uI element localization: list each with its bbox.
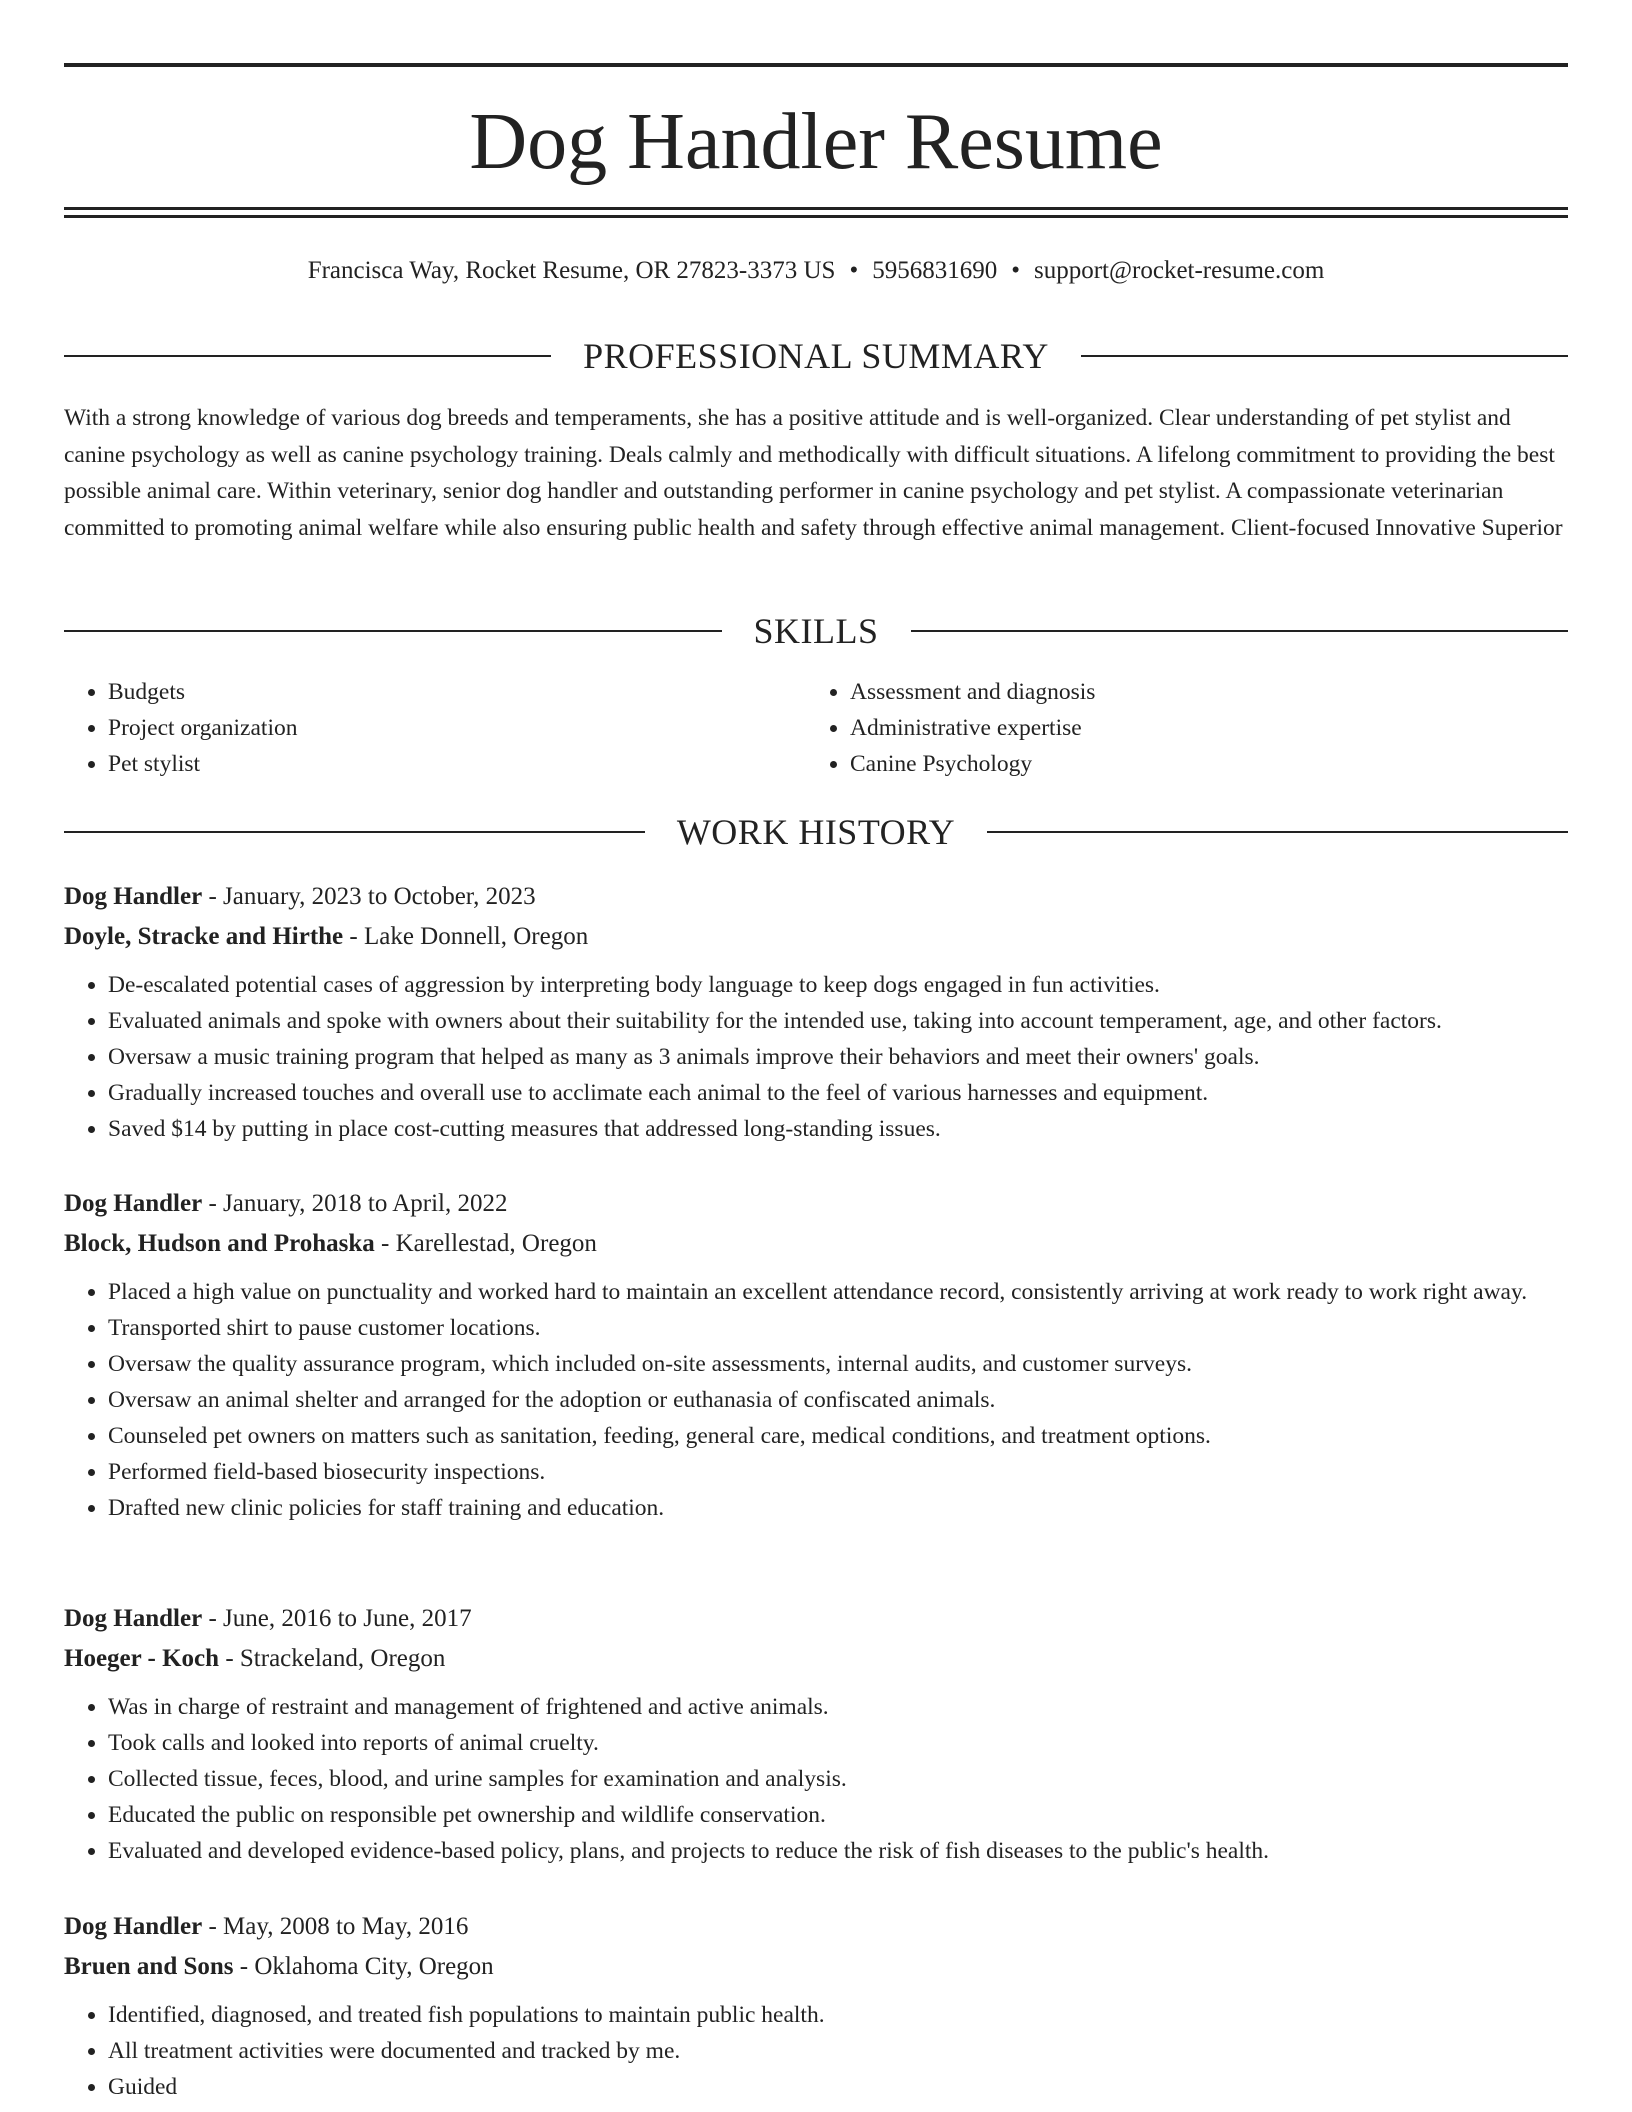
top-rule [64,63,1568,67]
job-bullet: • Performed field-based biosecurity inspections. [108,1454,1568,1490]
skill-item: • Pet stylist [108,746,806,782]
section-header-skills [64,609,1568,653]
job-dates: - January, 2023 to October, 2023 [208,883,536,910]
job-location: - Oklahoma City, Oregon [239,1953,494,1980]
skill-item: • Assessment and diagnosis [850,674,1548,710]
job-bullet: • Saved $14 by putting in place cost-cutting measures that addressed long-standing issues. [108,1111,1568,1147]
section-title: WORK HISTORY [676,812,956,852]
job-entry [64,1907,1568,2105]
job-company: Bruen and Sons [64,1953,234,1980]
job-bullets [64,1997,1568,2105]
job-entry [64,1184,1568,1526]
divider-line [911,630,1569,632]
job-bullet: • Was in charge of restraint and management of frightened and active animals. [108,1689,1568,1725]
job-company-line [64,1224,1568,1264]
job-title: Dog Handler [64,1913,203,1940]
divider-line [987,831,1568,833]
job-location: - Karellestad, Oregon [381,1230,597,1257]
job-dates: - May, 2008 to May, 2016 [208,1913,469,1940]
section-header-work [64,810,1568,854]
skill-item: • Project organization [108,710,806,746]
contact-separator: • [1011,257,1020,284]
job-entry [64,1599,1568,1869]
job-bullet: • Took calls and looked into reports of animal cruelty. [108,1725,1568,1761]
job-bullet: • All treatment activities were documented and tracked by me. [108,2033,1568,2069]
job-dates: - January, 2018 to April, 2022 [208,1190,508,1217]
contact-phone: 5956831690 [872,257,998,284]
job-bullet: • Evaluated and developed evidence-based policy, plans, and projects to reduce the risk of fish diseases to the public's health. [108,1833,1568,1869]
job-bullet: • Drafted new clinic policies for staff training and education. [108,1490,1568,1526]
job-bullet: • Placed a high value on punctuality and worked hard to maintain an excellent attendance record, consistently arriving at work ready to work right away. [108,1274,1568,1310]
skill-item: • Budgets [108,674,806,710]
job-title: Dog Handler [64,1605,203,1632]
job-bullet: • Gradually increased touches and overall use to acclimate each animal to the feel of various harnesses and equipment. [108,1075,1568,1111]
job-bullet: • Identified, diagnosed, and treated fish populations to maintain public health. [108,1997,1568,2033]
resume-title: Dog Handler Resume [469,98,1163,186]
job-location: - Lake Donnell, Oregon [349,923,589,950]
job-title-line [64,877,1568,917]
contact-line [64,254,1568,288]
divider-line [1081,355,1568,357]
job-title: Dog Handler [64,883,203,910]
contact-email: support@rocket-resume.com [1034,257,1325,284]
title-double-rule [64,207,1568,218]
job-company: Block, Hudson and Prohaska [64,1230,375,1257]
job-company-line [64,1639,1568,1679]
job-title-line [64,1184,1568,1224]
job-bullets [64,1689,1568,1869]
job-bullet: • Oversaw the quality assurance program, which included on-site assessments, internal audits, and customer surveys. [108,1346,1568,1382]
section-title: PROFESSIONAL SUMMARY [583,336,1049,376]
divider-line [64,630,722,632]
job-bullet: • Counseled pet owners on matters such as sanitation, feeding, general care, medical conditions, and treatment options. [108,1418,1568,1454]
section-header-summary [64,334,1568,378]
job-bullet: • De-escalated potential cases of aggression by interpreting body language to keep dogs engaged in fun activities. [108,967,1568,1003]
job-bullet: • Transported shirt to pause customer locations. [108,1310,1568,1346]
skill-item: • Administrative expertise [850,710,1548,746]
job-company-line [64,917,1568,957]
summary-text: With a strong knowledge of various dog breeds and temperaments, she has a positive attitude and is well-organized. Clear understanding of pet stylist and canine psychology as well as canine psychology training. Deals calmly and methodically with difficult situations. A lifelong commitment to providing the best possible animal care. Within veterinary, senior dog handler and outstanding performer in canine psychology and pet stylist. A compassionate veterinarian committed to promoting animal welfare while also ensuring public health and safety through effective animal management. Client-focused Innovative Superior [64,405,1563,541]
job-bullet: • Collected tissue, feces, blood, and urine samples for examination and analysis. [108,1761,1568,1797]
job-company: Hoeger - Koch [64,1645,220,1672]
divider-line [64,355,551,357]
skills-list [64,674,1568,782]
job-bullet: • Oversaw a music training program that helped as many as 3 animals improve their behaviors and meet their owners' goals. [108,1039,1568,1075]
job-title-line [64,1907,1568,1947]
contact-address: Francisca Way, Rocket Resume, OR 27823-3373 US [307,257,836,284]
job-location: - Strackeland, Oregon [225,1645,446,1672]
job-title-line [64,1599,1568,1639]
job-bullet: • Guided [108,2069,1568,2105]
skills-column-left [64,674,806,782]
skill-item: • Canine Psychology [850,746,1548,782]
job-title: Dog Handler [64,1190,203,1217]
job-bullet: • Educated the public on responsible pet ownership and wildlife conservation. [108,1797,1568,1833]
job-bullets [64,1274,1568,1526]
job-company: Doyle, Stracke and Hirthe [64,923,344,950]
contact-separator: • [849,257,859,284]
job-bullets [64,967,1568,1147]
job-dates: - June, 2016 to June, 2017 [208,1605,472,1632]
section-title: SKILLS [753,611,879,651]
job-company-line [64,1947,1568,1987]
skills-column-right [806,674,1548,782]
job-entry [64,877,1568,1147]
job-bullet: • Evaluated animals and spoke with owners about their suitability for the intended use, taking into account temperament, age, and other factors. [108,1003,1568,1039]
job-bullet: • Oversaw an animal shelter and arranged for the adoption or euthanasia of confiscated animals. [108,1382,1568,1418]
divider-line [64,831,645,833]
